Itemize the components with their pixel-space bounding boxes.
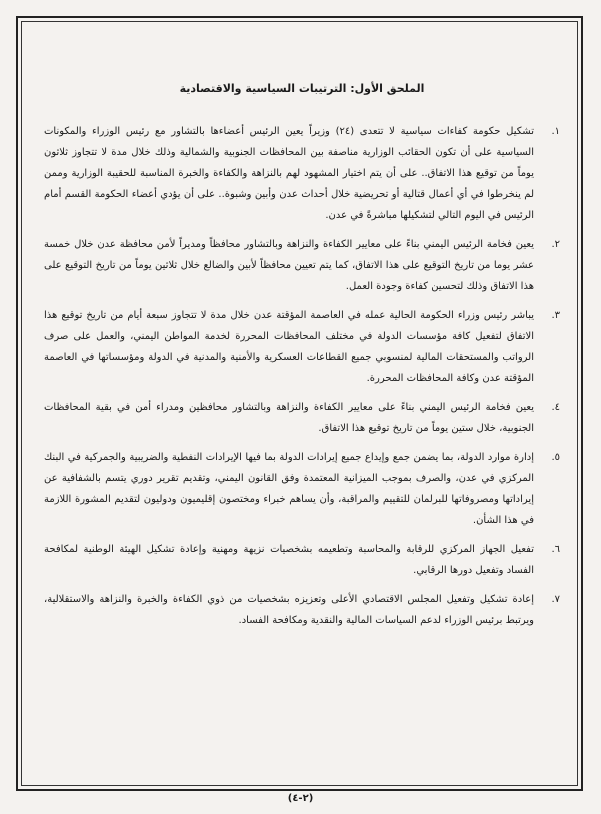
- list-item: [44, 397, 560, 439]
- items-list: [44, 121, 560, 631]
- document-title: الملحق الأول: الترتيبات السياسية والاقتصادية: [179, 82, 425, 95]
- item-number: ٥.: [551, 452, 560, 463]
- list-item: [44, 234, 560, 297]
- item-number: ٢.: [551, 239, 560, 250]
- document-body: [44, 82, 560, 639]
- list-item: [44, 589, 560, 631]
- item-text: إدارة موارد الدولة، بما يضمن جمع وإيداع جميع إيرادات الدولة بما فيها الإيرادات النفطية والضريبية والجمركية في البنك المركزي في عدن، والصرف بموجب الميزانية المعتمدة وفق القانون اليمني، وتقديم تقرير دوري يتسم بالشفافية عن إيراداتها ومصروفاتها للبرلمان للتقييم والمراقبة، وأن يساهم خبراء ومختصون إقليميون ودوليون لتقديم المشورة اللازمة في هذا الشأن.: [44, 452, 534, 526]
- item-number: ٧.: [551, 594, 560, 605]
- page-number: (٢-٤): [287, 793, 314, 804]
- list-item: [44, 539, 560, 581]
- item-number: ١.: [551, 126, 560, 137]
- item-text: يعين فخامة الرئيس اليمني بناءً على معايير الكفاءة والنزاهة وبالتشاور محافظين ومدراء أمن في بقية المحافظات الجنوبية، خلال ستين يوماً من تاريخ توقيع هذا الاتفاق.: [44, 402, 534, 434]
- item-text: يعين فخامة الرئيس اليمني بناءً على معايير الكفاءة والنزاهة وبالتشاور محافظاً ومديراً لأمن محافظة عدن خلال خمسة عشر يوما من تاريخ التوقيع على هذا الاتفاق، كما يتم تعيين محافظاً لأبين والضالع خلال ثلاثين يوماً من تاريخ التوقيع على هذا الاتفاق وذلك لتحسين كفاءة وجودة العمل.: [44, 239, 534, 292]
- item-text: تفعيل الجهاز المركزي للرقابة والمحاسبة وتطعيمه بشخصيات نزيهة ومهنية وإعادة تشكيل الهيئة الوطنية لمكافحة الفساد وتفعيل دورها الرقابي.: [44, 544, 534, 576]
- item-text: يباشر رئيس وزراء الحكومة الحالية عمله في العاصمة المؤقتة عدن خلال مدة لا تتجاوز سبعة أيام من تاريخ توقيع هذا الاتفاق لتفعيل كافة مؤسسات الدولة في مختلف المحافظات المحررة لخدمة المواطن اليمني، والعمل على صرف الرواتب والمستحقات المالية لمنسوبي جميع القطاعات العسكرية والأمنية والمدنية في الدولة ومؤسساتها في العاصمة المؤقتة عدن وكافة المحافظات المحررة.: [44, 310, 534, 384]
- item-number: ٦.: [551, 544, 560, 555]
- item-number: ٣.: [551, 310, 560, 321]
- list-item: [44, 121, 560, 226]
- item-number: ٤.: [551, 402, 560, 413]
- list-item: [44, 447, 560, 531]
- item-text: تشكيل حكومة كفاءات سياسية لا تتعدى (٢٤) وزيراً يعين الرئيس أعضاءها بالتشاور مع رئيس الوزراء والمكونات السياسية على أن تكون الحقائب الوزارية مناصفة بين المحافظات الجنوبية والشمالية وذلك خلال مدة لا تتجاوز ثلاثون يوماً من توقيع هذا الاتفاق.. على أن يتم اختيار المشهود لهم بالنزاهة والكفاءة والخبرة المناسبة للحقيبة الوزارية وممن لم ينخرطوا في أي أعمال قتالية أو تحريضية خلال أحداث عدن وأبين وشبوة.. على أن يؤدي أعضاء الحكومة القسم أمام الرئيس في اليوم التالي لتشكيلها مباشرةً في عدن.: [44, 126, 534, 221]
- list-item: [44, 305, 560, 389]
- item-text: إعادة تشكيل وتفعيل المجلس الاقتصادي الأعلى وتعزيزه بشخصيات من ذوي الكفاءة والخبرة والنزاهة والاستقلالية، ويرتبط برئيس الوزراء لدعم السياسات المالية والنقدية ومكافحة الفساد.: [44, 594, 534, 626]
